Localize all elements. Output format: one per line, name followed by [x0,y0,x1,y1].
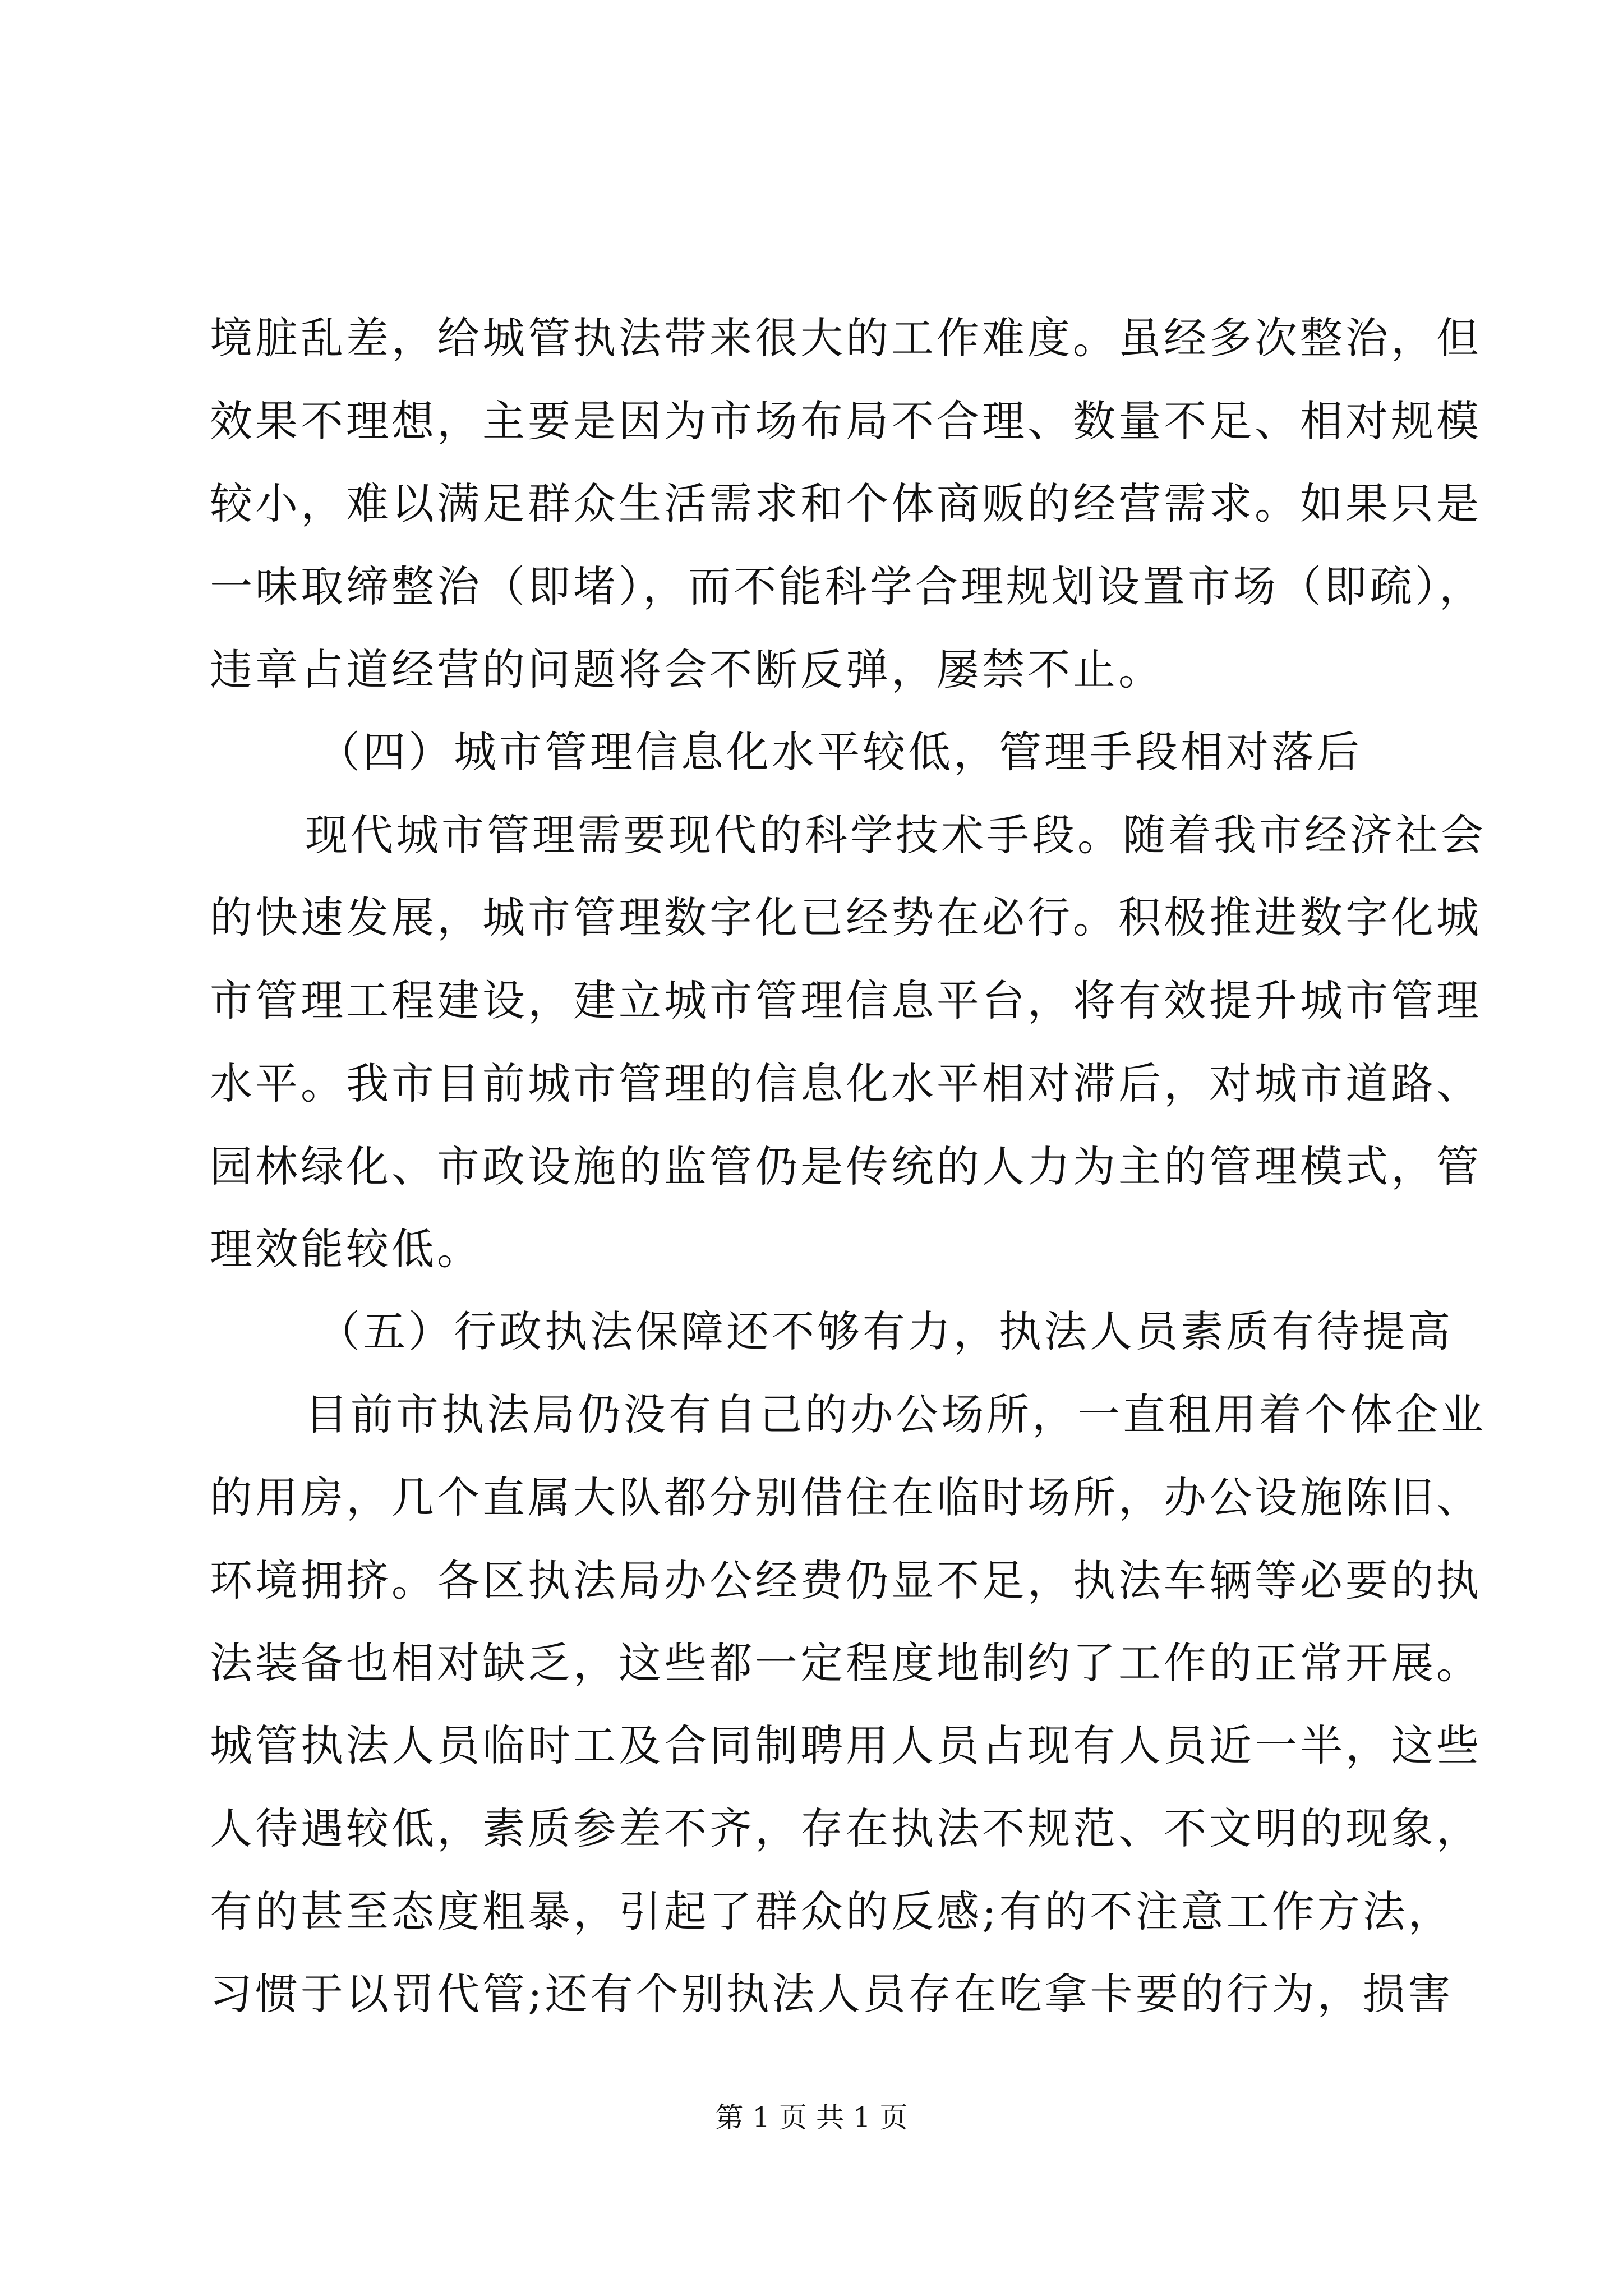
text-line: 一味取缔整治（即堵），而不能科学合理规划设置市场（即疏）， [210,562,1484,611]
text-line: 较小，难以满足群众生活需求和个体商贩的经营需求。如果只是 [210,478,1482,528]
text-line: 的用房，几个直属大队都分别借住在临时场所，办公设施陈旧、 [210,1473,1482,1522]
text-line: 习惯于以罚代管;还有个别执法人员存在吃拿卡要的行为，损害 [210,1969,1454,2019]
text-line: 效果不理想，主要是因为市场布局不合理、数量不足、相对规模 [210,396,1482,446]
text-line: 的快速发展，城市管理数字化已经势在必行。积极推进数字化城 [210,892,1482,942]
text-line: 法装备也相对缺乏，这些都一定程度地制约了工作的正常开展。 [210,1638,1482,1688]
text-line: 理效能较低。 [210,1224,482,1274]
paragraph-first-line: 现代城市管理需要现代的科学技术手段。随着我市经济社会 [305,810,1486,860]
text-line: 有的甚至态度粗暴，引起了群众的反感;有的不注意工作方法， [210,1887,1454,1936]
text-line: 违章占道经营的问题将会不断反弹，屡禁不止。 [210,645,1164,694]
text-line: 人待遇较低，素质参差不齐，存在执法不规范、不文明的现象， [210,1803,1482,1853]
text-line: 城管执法人员临时工及合同制聘用人员占现有人员近一半，这些 [210,1720,1482,1770]
text-line: 市管理工程建设，建立城市管理信息平台，将有效提升城市管理 [210,976,1482,1025]
section-heading: （五）行政执法保障还不够有力，执法人员素质有待提高 [317,1306,1453,1356]
section-heading: （四）城市管理信息化水平较低，管理手段相对落后 [317,727,1362,777]
page-footer: 第 1 页 共 1 页 [715,2101,908,2134]
text-line: 环境拥挤。各区执法局办公经费仍显不足，执法车辆等必要的执 [210,1556,1482,1605]
text-line: 境脏乱差，给城管执法带来很大的工作难度。虽经多次整治，但 [210,313,1482,363]
text-line: 水平。我市目前城市管理的信息化水平相对滞后，对城市道路、 [210,1059,1482,1108]
text-line: 园林绿化、市政设施的监管仍是传统的人力为主的管理模式，管 [210,1142,1482,1191]
paragraph-first-line: 目前市执法局仍没有自己的办公场所，一直租用着个体企业 [305,1389,1486,1439]
